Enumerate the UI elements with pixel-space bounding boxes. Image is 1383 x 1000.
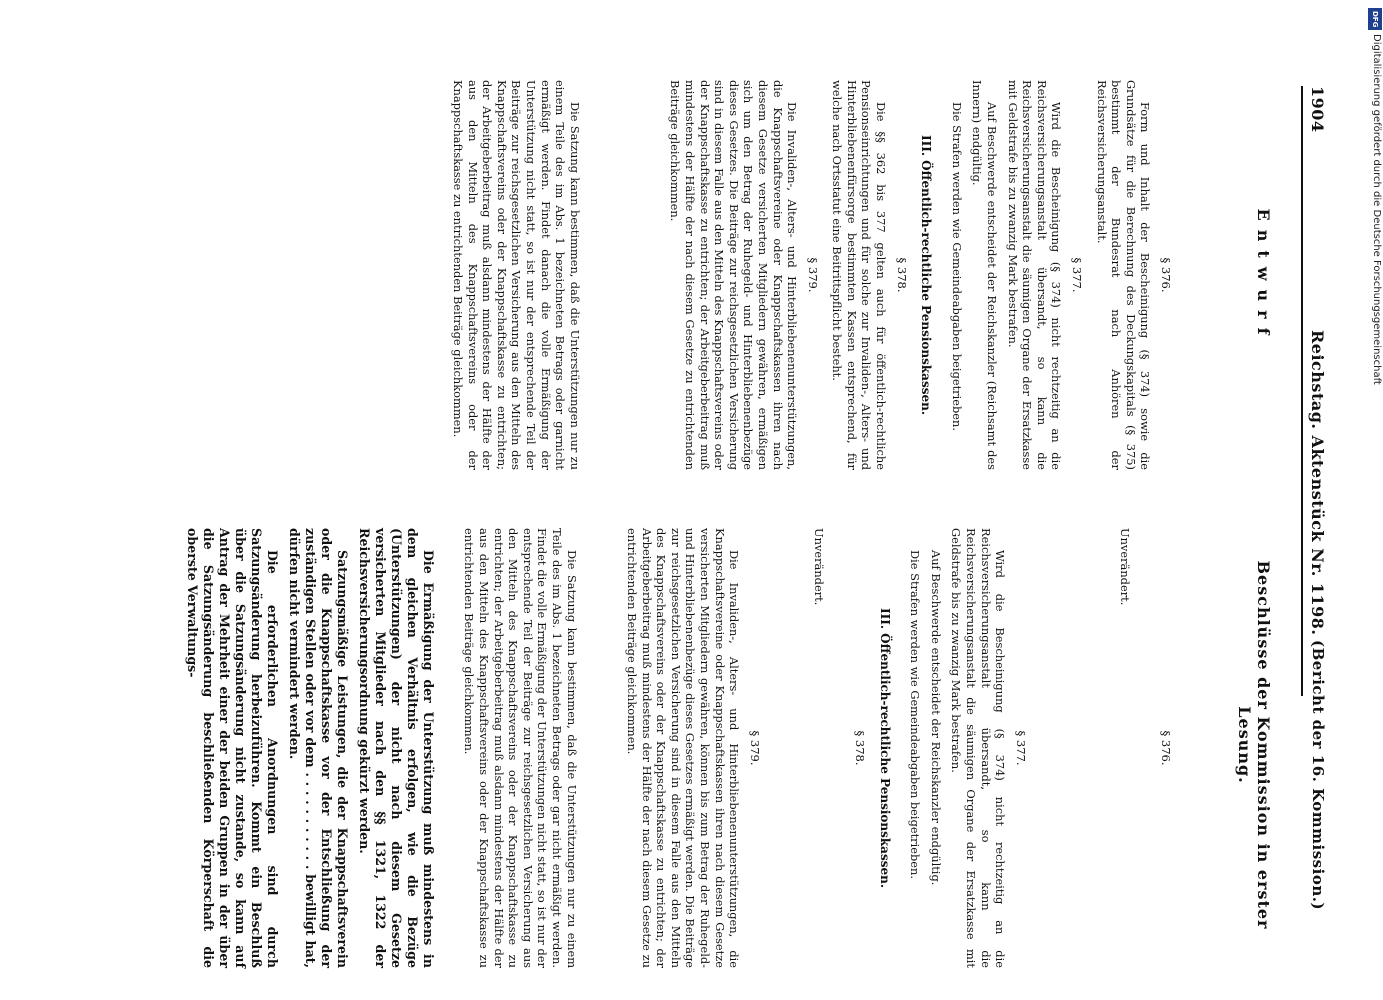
left-column-title: Entwurf [1254,208,1273,344]
unchanged-376: Unverändert. [1118,528,1133,606]
section-376: § 376. [1159,730,1173,766]
header-rule [1301,86,1303,696]
dfg-logo: DFG [1368,8,1382,30]
section-377: § 377. [1070,257,1085,293]
section-378: § 378. [853,730,868,766]
section-heading-pensionskassen: III. Öffentlich-rechtliche Pensionskassen. [919,134,934,416]
right-column [178,528,1223,968]
page-number: 1904 [1308,86,1327,133]
paragraph-377c: Die Strafen werden wie Gemeindeabgaben beigetrieben. [949,102,964,431]
paragraph-377a: Wird die Bescheinigung (§ 374) nicht rechtzeitig an die Reichsversicherungsanstalt übersandt, so kann die Reichsversicherungsanstalt die säumigen Organe der Ersatzkasse mit Geldstrafe bis zu zwanzig Mark bestrafen. [949,528,1008,968]
paragraph-379c: Die Ermäßigung der Unterstützung muß mindestens in dem gleichen Verhältnis erfolgen, wie die Bezüge (Unterstützungen) der nicht nach diesem Gesetze versicherten Mitglieder nach den §§ 1321, 1322 der Reichsversicherungsordnung gekürzt werden. [356,528,436,968]
section-379: § 379. [747,730,762,766]
paragraph-377c: Die Strafen werden wie Gemeindeabgaben beigetrieben. [908,550,923,879]
paragraph-379: Die Invaliden-, Alters- und Hinterbliebenenunterstützungen, die Knappschaftsvereine oder Knappschaftskassen ihren nach diesem Gesetze versicherten Mitgliedern gewähren, ermäßigen sich um den Betrag der Ruhegeld- und Hinterbliebenenbezüge dieses Gesetzes. Die Beiträge zur reichsgesetzlichen Versicherung sind in diesem Falle aus den Mitteln des Knappschaftsvereins oder der Knappschaftskasse zu entrichten; der Arbeitgeberbeitrag muß mindestens der Hälfte der nach diesem Gesetze zu entrichtenden Beiträge gleichkommen. [668,80,800,470]
unchanged-378: Unverändert. [812,528,827,606]
digitization-note: Digitalisierung gefördert durch die Deutsche Forschungsgemeinschaft [1371,34,1382,385]
paragraph-379e: Die erforderlichen Anordnungen sind durch Satzungsänderung herbeizuführen. Kommt ein Beschluß über die Satzungsänderung nicht zustande, so kann auf Antrag der Mehrheit einer der beiden Gruppen in der über die Satzungsänderung beschließenden Körperschaft die oberste Verwaltungs- [184,528,280,968]
paragraph-379: Die Invaliden-, Alters- und Hinterbliebenenunterstützungen, die Knappschaftsvereine oder Knappschaftskassen ihren nach diesem Gesetze versicherten Mitgliedern gewähren, können bis zum Betrag der Ruhegeld- und Hinterbliebenenbezüge dieses Gesetzes ermäßigt werden. Die Beiträge zur reichsgesetzlichen Versicherung sind in diesem Falle aus den Mitteln des Knappschaftsvereins oder der Knappschaftskasse zu entrichten; der Arbeitgeberbeitrag muß mindestens der Hälfte der nach diesem Gesetze zu entrichtenden Beiträge gleichkommen. [625,528,742,968]
left-column [444,80,1223,470]
section-heading-pensionskassen: III. Öffentlich-rechtliche Pensionskassen. [877,607,892,889]
section-376: § 376. [1159,257,1173,293]
paragraph-379b: Die Satzung kann bestimmen, daß die Unterstützungen nur zu einem Teile des im Abs. 1 bezeichneten Betrags oder gar nicht ermäßigt werden. Findet die volle Ermäßigung der Unterstützungen nicht statt, so ist nur der entsprechende Teil der Beiträge zur reichsgesetzlichen Versicherung aus den Mitteln des Knappschaftsvereins oder der Knappschaftskasse zu entrichten; der Arbeitgeberbeitrag muß alsdann mindestens der Hälfte der aus den Mitteln des Knappschaftsvereins oder der Knappschaftskasse zu entrichtenden Beiträge gleichkommen. [462,528,579,968]
report-label: (Bericht der 16. Kommission.) [1309,640,1327,911]
section-379: § 379. [805,257,820,293]
paragraph-377a: Wird die Bescheinigung (§ 374) nicht rechtzeitig an die Reichsversicherungsanstalt übersandt, so kann die Reichsversicherungsanstalt die säumigen Organe der Ersatzkasse mit Geldstrafe bis zu zwanzig Mark bestrafen. [1005,80,1064,470]
paragraph-378: Die §§ 362 bis 377 gelten auch für öffentlich-rechtliche Pensionseinrichtungen und für solche zur Invaliden-, Alters- und Hinterbliebenenfürsorge bestimmten Kassen entsprechend, für welche nach Ortsstatut eine Beitrittspflicht besteht. [830,80,889,470]
paragraph-379d: Satzungsmäßige Leistungen, die der Knappschaftsverein oder die Knappschaftskasse vor der Entschließung der zuständigen Stellen oder vor dem . . . . . . . . . . . bewilligt hat, dürfen nicht vermindert werden. [286,528,350,968]
paragraph-377b: Auf Beschwerde entscheidet der Reichskanzler (Reichsamt des Innern) endgültig. [970,80,1000,470]
section-377: § 377. [1013,730,1028,766]
document-title: Reichstag. Aktenstück Nr. 1198. [1308,330,1327,636]
paragraph-376: Form und Inhalt der Bescheinigung (§ 374) sowie die Grundsätze für die Berechnung des Deckungskapitals (§ 375) bestimmt der Bundesrat nach Anhören der Reichsversicherungsanstalt. [1094,80,1153,470]
paragraph-377b: Auf Beschwerde entscheidet der Reichskanzler endgültig. [928,550,943,886]
section-378: § 378. [894,257,909,293]
right-column-title: Beschlüsse der Kommission in erster Lesung. [1235,560,1273,930]
paragraph-379b: Die Satzung kann bestimmen, daß die Unterstützungen nur zu einem Teile des im Abs. 1 bezeichneten Betrags oder garnicht ermäßigt werden. Findet danach die volle Ermäßigung der Unterstützung nicht statt, so ist nur der entsprechende Teil der Beiträge zur reichsgesetzlichen Versicherung aus den Mitteln des Knappschaftsvereins oder der Knappschaftskasse zu entrichten; der Arbeitgeberbeitrag muß alsdann mindestens der Hälfte der aus den Mitteln des Knappschaftsvereins oder der Knappschaftskasse zu entrichtenden Beiträge gleichkommen. [451,80,582,470]
